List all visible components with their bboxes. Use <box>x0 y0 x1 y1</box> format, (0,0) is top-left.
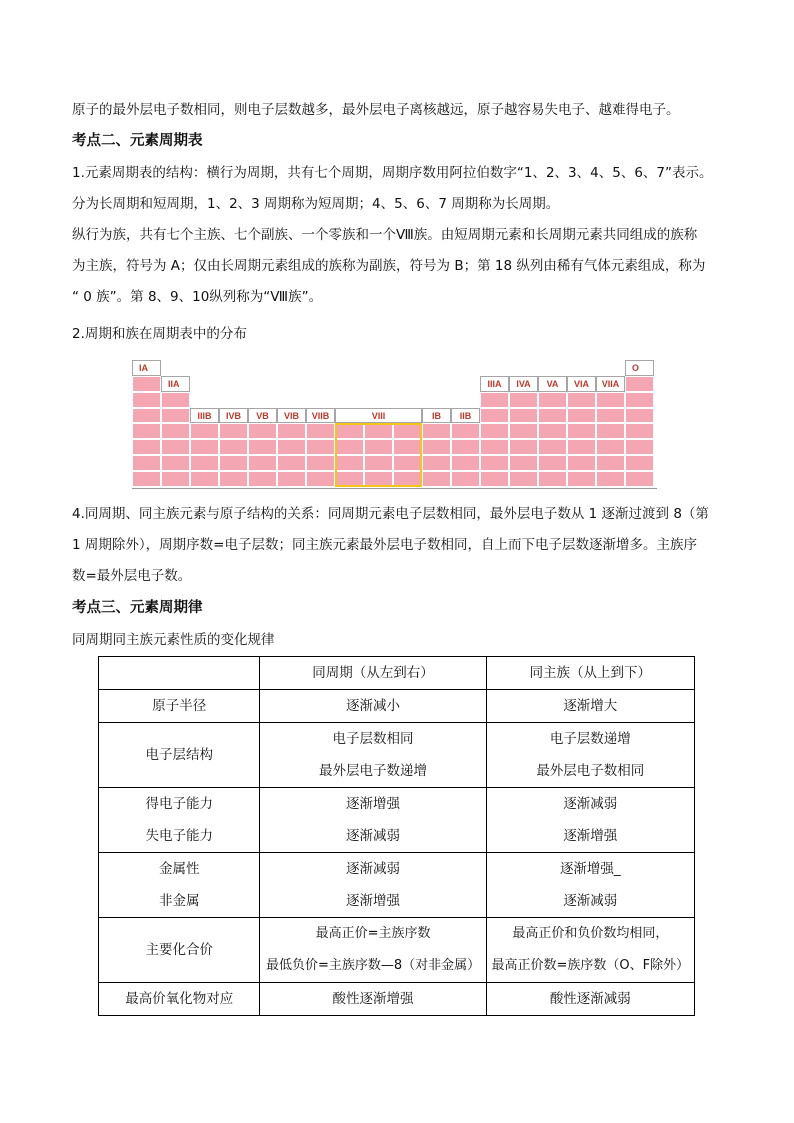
element-cell <box>625 376 654 392</box>
group-label-VIIB: VIIB <box>306 408 335 424</box>
group-label-IIA: IIA <box>161 376 190 392</box>
periodic-law-table <box>98 656 695 1016</box>
element-cell <box>190 455 219 471</box>
group-label-VIIA: VIIA <box>596 376 625 392</box>
table-row <box>99 690 695 723</box>
text-line: 1 周期除外），周期序数=电子层数；同主族元素最外层电子数相同，自上而下电子层数逐渐增多。主族序 <box>72 537 697 553</box>
table-cell: 逐渐减小 <box>260 690 486 723</box>
element-cell <box>219 455 248 471</box>
element-cell <box>277 471 306 487</box>
element-cell <box>596 455 625 471</box>
element-cell <box>161 423 190 439</box>
element-cell <box>625 408 654 424</box>
group-label-IIB: IIB <box>451 408 480 424</box>
text-line: 1.元素周期表的结构：横行为周期，共有七个周期，周期序数用阿拉伯数字“1、2、3、4、5、6、7”表示。 <box>72 165 713 181</box>
element-cell <box>132 423 161 439</box>
element-cell <box>161 455 190 471</box>
element-cell <box>509 392 538 408</box>
table-cell: 逐渐增强_ 逐渐减弱 <box>486 853 694 918</box>
element-cell <box>567 439 596 455</box>
group-label-IVA: IVA <box>509 376 538 392</box>
table-row <box>99 918 695 983</box>
element-cell <box>625 423 654 439</box>
element-cell <box>132 392 161 408</box>
element-cell <box>480 423 509 439</box>
element-cell <box>567 455 596 471</box>
element-cell <box>277 423 306 439</box>
element-cell <box>596 439 625 455</box>
element-cell <box>538 423 567 439</box>
structure-relation-paragraph <box>72 504 732 586</box>
element-cell <box>306 423 335 439</box>
table-cell: 逐渐增强 逐渐减弱 <box>260 788 486 853</box>
table-cell: 逐渐减弱 逐渐增强 <box>260 853 486 918</box>
row-label: 最高价氧化物对应 <box>99 983 260 1016</box>
element-cell <box>161 471 190 487</box>
element-cell <box>132 455 161 471</box>
element-cell <box>509 423 538 439</box>
element-cell <box>277 439 306 455</box>
table-cell: 逐渐减弱 逐渐增强 <box>486 788 694 853</box>
header-cell: 同主族（从上到下） <box>486 657 694 690</box>
group-label-IB: IB <box>422 408 451 424</box>
element-cell <box>219 471 248 487</box>
element-cell <box>538 471 567 487</box>
element-cell <box>509 455 538 471</box>
table-cell: 最高正价和负价数均相同， 最高正价数=族序数（O、F除外） <box>486 918 694 983</box>
element-cell <box>451 439 480 455</box>
text-line: 4.同周期、同主族元素与原子结构的关系：同周期元素电子层数相同，最外层电子数从 1 逐渐过渡到 8（第 <box>72 506 709 522</box>
element-cell <box>567 392 596 408</box>
table-header-row <box>99 657 695 690</box>
intro-paragraph: 原子的最外层电子数相同，则电子层数越多，最外层电子离核越远，原子越容易失电子、越难得电子。 <box>72 102 680 118</box>
row-label: 主要化合价 <box>99 918 260 983</box>
element-cell <box>161 408 190 424</box>
header-cell <box>99 657 260 690</box>
element-cell <box>480 455 509 471</box>
distribution-title: 2.周期和族在周期表中的分布 <box>72 326 247 342</box>
text-line: 为主族，符号为 A；仅由长周期元素组成的族称为副族，符号为 B；第 18 纵列由稀有气体元素组成，称为 <box>72 258 706 274</box>
element-cell <box>277 455 306 471</box>
element-cell <box>248 455 277 471</box>
element-cell <box>306 439 335 455</box>
element-cell <box>451 471 480 487</box>
table-cell: 电子层数递增 最外层电子数相同 <box>486 723 694 788</box>
element-cell <box>509 471 538 487</box>
element-cell <box>480 392 509 408</box>
element-cell <box>422 423 451 439</box>
element-cell <box>132 471 161 487</box>
element-cell <box>509 408 538 424</box>
table-row <box>99 788 695 853</box>
element-cell <box>190 423 219 439</box>
element-cell <box>451 455 480 471</box>
element-cell <box>567 423 596 439</box>
table-row <box>99 723 695 788</box>
group-label-VA: VA <box>538 376 567 392</box>
text-line: 纵行为族，共有七个主族、七个副族、一个零族和一个Ⅷ族。由短周期元素和长周期元素共同组成的族称 <box>72 227 698 243</box>
table-row <box>99 983 695 1016</box>
element-cell <box>451 423 480 439</box>
group-label-IIIA: IIIA <box>480 376 509 392</box>
element-cell <box>248 439 277 455</box>
element-cell <box>596 392 625 408</box>
element-cell <box>480 471 509 487</box>
element-cell <box>219 439 248 455</box>
header-cell: 同周期（从左到右） <box>260 657 486 690</box>
group-label-IIIB: IIIB <box>190 408 219 424</box>
group-label-IVB: IVB <box>219 408 248 424</box>
element-cell <box>625 392 654 408</box>
element-cell <box>190 471 219 487</box>
element-cell <box>161 392 190 408</box>
row-label: 原子半径 <box>99 690 260 723</box>
table-base-line <box>132 488 657 489</box>
section-heading-3: 考点三、元素周期律 <box>72 600 203 616</box>
element-cell <box>538 439 567 455</box>
table-cell: 电子层数相同 最外层电子数递增 <box>260 723 486 788</box>
element-cell <box>306 455 335 471</box>
section-heading-2: 考点二、元素周期表 <box>72 133 203 149</box>
group-label-VB: VB <box>248 408 277 424</box>
element-cell <box>422 455 451 471</box>
periodic-table-structure-paragraph <box>72 163 732 307</box>
table-caption: 同周期同主族元素性质的变化规律 <box>72 632 275 648</box>
periodic-table-diagram <box>132 360 654 490</box>
element-cell <box>538 392 567 408</box>
element-cell <box>567 471 596 487</box>
text-line: 分为长周期和短周期，1、2、3 周期称为短周期；4、5、6、7 周期称为长周期。 <box>72 196 560 212</box>
element-cell <box>625 439 654 455</box>
group-viii-highlight <box>335 423 422 486</box>
text-line: “ 0 族”。第 8、9、10纵列称为“Ⅷ族”。 <box>72 289 323 305</box>
element-cell <box>596 423 625 439</box>
element-cell <box>248 471 277 487</box>
row-label: 得电子能力 失电子能力 <box>99 788 260 853</box>
element-cell <box>625 471 654 487</box>
row-label: 金属性 非金属 <box>99 853 260 918</box>
row-label: 电子层结构 <box>99 723 260 788</box>
element-cell <box>306 471 335 487</box>
element-cell <box>480 408 509 424</box>
text-line: 数=最外层电子数。 <box>72 568 192 584</box>
element-cell <box>422 439 451 455</box>
element-cell <box>596 471 625 487</box>
element-cell <box>132 408 161 424</box>
group-label-VIA: VIA <box>567 376 596 392</box>
element-cell <box>132 439 161 455</box>
element-cell <box>509 439 538 455</box>
element-cell <box>538 408 567 424</box>
table-row <box>99 853 695 918</box>
table-cell: 酸性逐渐减弱 <box>486 983 694 1016</box>
group-label-VIB: VIB <box>277 408 306 424</box>
element-cell <box>190 439 219 455</box>
table-cell: 逐渐增大 <box>486 690 694 723</box>
table-cell: 最高正价=主族序数 最低负价=主族序数—8（对非金属） <box>260 918 486 983</box>
element-cell <box>596 408 625 424</box>
element-cell <box>567 408 596 424</box>
element-cell <box>132 376 161 392</box>
element-cell <box>422 471 451 487</box>
element-cell <box>625 455 654 471</box>
element-cell <box>161 439 190 455</box>
group-label-O: O <box>625 360 654 376</box>
table-cell: 酸性逐渐增强 <box>260 983 486 1016</box>
group-label-VIII: VIII <box>335 408 422 424</box>
element-cell <box>248 423 277 439</box>
element-cell <box>538 455 567 471</box>
element-cell <box>219 423 248 439</box>
element-cell <box>480 439 509 455</box>
group-label-IA: IA <box>132 360 161 376</box>
